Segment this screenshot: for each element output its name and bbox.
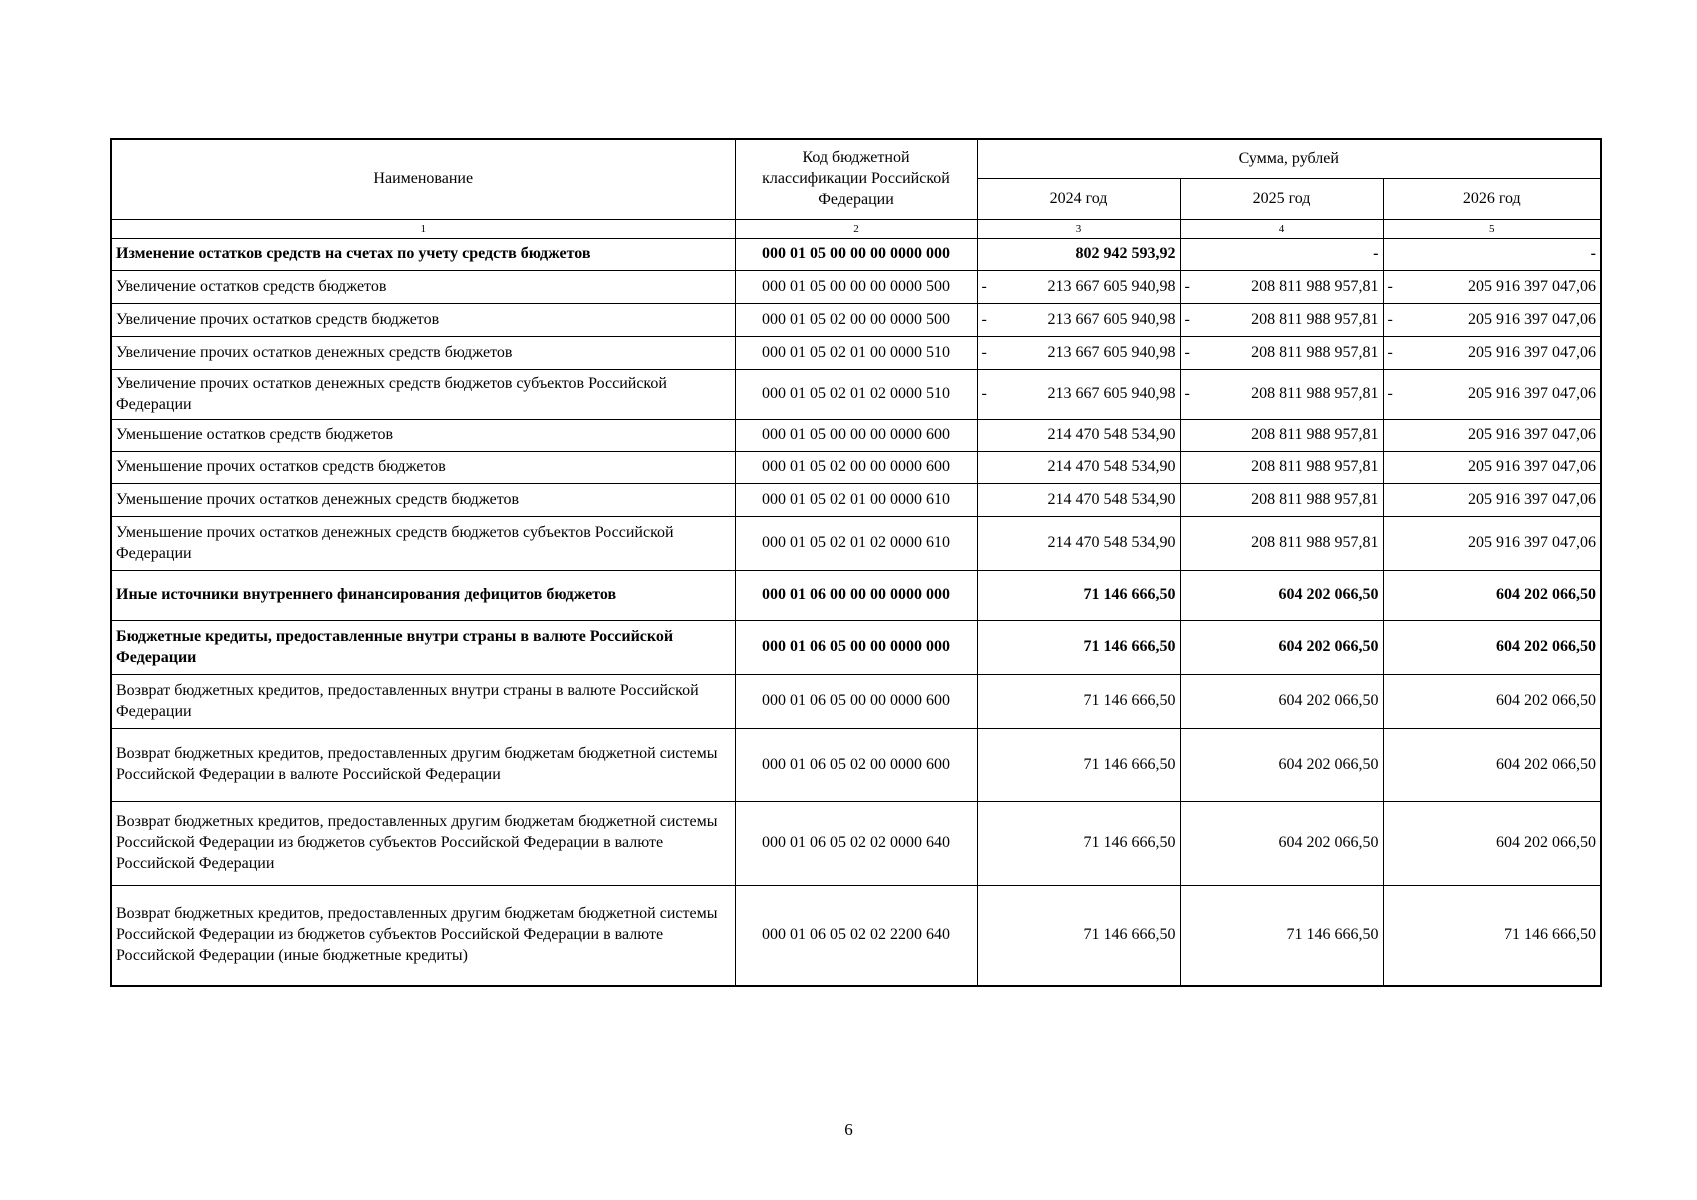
amount-value: 71 146 666,50 [1083, 925, 1176, 943]
row-amount-2025 [1180, 675, 1383, 729]
minus-sign: - [981, 310, 987, 328]
row-amount-2025 [1180, 571, 1383, 621]
amount-value: 205 916 397 047,06 [1468, 277, 1596, 295]
row-amount-2026 [1383, 239, 1601, 271]
row-amount-2024 [977, 517, 1180, 571]
row-name: Увеличение прочих остатков денежных средств бюджетов субъектов Российской Федерации [111, 370, 735, 420]
amount-value: 205 916 397 047,06 [1468, 343, 1596, 361]
row-name: Возврат бюджетных кредитов, предоставленных внутри страны в валюте Российской Федерации [111, 675, 735, 729]
row-amount-2024 [977, 729, 1180, 802]
budget-sources-table [110, 138, 1602, 987]
row-code: 000 01 05 02 01 00 0000 510 [735, 337, 977, 370]
amount-value: 214 470 548 534,90 [1047, 490, 1176, 508]
row-amount-2025 [1180, 802, 1383, 886]
amount-value: 71 146 666,50 [1504, 925, 1596, 943]
row-amount-2024 [977, 370, 1180, 420]
table-row [111, 729, 1601, 802]
row-name: Увеличение прочих остатков денежных средств бюджетов [111, 337, 735, 370]
amount-value: 213 667 605 940,98 [1047, 385, 1176, 403]
row-amount-2025 [1180, 452, 1383, 484]
row-code: 000 01 05 00 00 00 0000 000 [735, 239, 977, 271]
amount-value: 604 202 066,50 [1496, 638, 1596, 656]
row-amount-2026 [1383, 484, 1601, 517]
amount-value: 213 667 605 940,98 [1047, 310, 1176, 328]
row-amount-2024 [977, 271, 1180, 304]
table-row [111, 304, 1601, 337]
row-name: Уменьшение прочих остатков денежных средств бюджетов [111, 484, 735, 517]
table-row [111, 675, 1601, 729]
amount-value: 214 470 548 534,90 [1047, 426, 1176, 444]
header-name: Наименование [111, 139, 735, 220]
amount-value: 208 811 988 957,81 [1251, 310, 1379, 328]
row-amount-2026 [1383, 452, 1601, 484]
row-amount-2025 [1180, 239, 1383, 271]
amount-value: 71 146 666,50 [1083, 638, 1176, 656]
table-row [111, 337, 1601, 370]
minus-sign: - [1387, 343, 1393, 361]
minus-sign: - [1387, 385, 1393, 403]
row-amount-2024 [977, 337, 1180, 370]
row-amount-2024 [977, 675, 1180, 729]
amount-value: 604 202 066,50 [1496, 755, 1596, 773]
table-row [111, 517, 1601, 571]
amount-value: 205 916 397 047,06 [1468, 310, 1596, 328]
row-amount-2026 [1383, 621, 1601, 675]
row-code: 000 01 06 05 02 00 0000 600 [735, 729, 977, 802]
minus-sign: - [1184, 277, 1190, 295]
amount-value: - [1590, 245, 1596, 263]
header-year-2024: 2024 год [977, 179, 1180, 220]
row-name: Возврат бюджетных кредитов, предоставленных другим бюджетам бюджетной системы Российской Федерации из бюджетов субъектов Российской Федерации в валюте Российской Федерации (иные бюджетные кредиты) [111, 886, 735, 986]
row-code: 000 01 06 00 00 00 0000 000 [735, 571, 977, 621]
amount-value: 802 942 593,92 [1075, 245, 1176, 263]
minus-sign: - [1387, 277, 1393, 295]
row-amount-2024 [977, 304, 1180, 337]
row-name: Возврат бюджетных кредитов, предоставленных другим бюджетам бюджетной системы Российской Федерации из бюджетов субъектов Российской Федерации в валюте Российской Федерации [111, 802, 735, 886]
amount-value: 604 202 066,50 [1496, 834, 1596, 852]
amount-value: 71 146 666,50 [1083, 586, 1176, 604]
header-year-2025: 2025 год [1180, 179, 1383, 220]
row-name: Уменьшение прочих остатков средств бюджетов [111, 452, 735, 484]
row-code: 000 01 06 05 02 02 0000 640 [735, 802, 977, 886]
amount-value: 604 202 066,50 [1278, 834, 1379, 852]
row-amount-2026 [1383, 886, 1601, 986]
amount-value: 214 470 548 534,90 [1047, 534, 1176, 552]
amount-value: 205 916 397 047,06 [1468, 385, 1596, 403]
header-sum: Сумма, рублей [977, 139, 1601, 179]
table-row [111, 571, 1601, 621]
amount-value: 205 916 397 047,06 [1468, 490, 1596, 508]
row-amount-2025 [1180, 337, 1383, 370]
row-name: Изменение остатков средств на счетах по учету средств бюджетов [111, 239, 735, 271]
amount-value: - [1373, 245, 1379, 263]
amount-value: 208 811 988 957,81 [1251, 490, 1379, 508]
amount-value: 604 202 066,50 [1278, 586, 1379, 604]
minus-sign: - [1387, 310, 1393, 328]
amount-value: 71 146 666,50 [1083, 834, 1176, 852]
row-amount-2025 [1180, 420, 1383, 452]
row-name: Уменьшение остатков средств бюджетов [111, 420, 735, 452]
amount-value: 205 916 397 047,06 [1468, 426, 1596, 444]
row-code: 000 01 05 02 00 00 0000 500 [735, 304, 977, 337]
row-code: 000 01 05 02 01 02 0000 510 [735, 370, 977, 420]
column-number: 2 [735, 220, 977, 239]
amount-value: 71 146 666,50 [1083, 692, 1176, 710]
row-code: 000 01 05 02 01 00 0000 610 [735, 484, 977, 517]
row-amount-2026 [1383, 271, 1601, 304]
minus-sign: - [981, 385, 987, 403]
amount-value: 205 916 397 047,06 [1468, 458, 1596, 476]
column-number: 1 [111, 220, 735, 239]
table-row [111, 420, 1601, 452]
table-row [111, 370, 1601, 420]
row-code: 000 01 06 05 02 02 2200 640 [735, 886, 977, 986]
row-code: 000 01 05 02 00 00 0000 600 [735, 452, 977, 484]
table-row [111, 484, 1601, 517]
minus-sign: - [981, 277, 987, 295]
row-amount-2025 [1180, 621, 1383, 675]
row-amount-2025 [1180, 729, 1383, 802]
minus-sign: - [1184, 385, 1190, 403]
table-row [111, 271, 1601, 304]
row-amount-2024 [977, 621, 1180, 675]
row-code: 000 01 06 05 00 00 0000 000 [735, 621, 977, 675]
amount-value: 604 202 066,50 [1278, 755, 1379, 773]
amount-value: 71 146 666,50 [1083, 755, 1176, 773]
amount-value: 214 470 548 534,90 [1047, 458, 1176, 476]
table-row [111, 886, 1601, 986]
header-code: Код бюджетной классификации Российской Федерации [735, 139, 977, 220]
row-amount-2026 [1383, 729, 1601, 802]
row-amount-2024 [977, 484, 1180, 517]
amount-value: 604 202 066,50 [1496, 586, 1596, 604]
amount-value: 208 811 988 957,81 [1251, 534, 1379, 552]
amount-value: 205 916 397 047,06 [1468, 534, 1596, 552]
table-row [111, 239, 1601, 271]
row-amount-2026 [1383, 420, 1601, 452]
row-amount-2025 [1180, 271, 1383, 304]
column-number: 3 [977, 220, 1180, 239]
amount-value: 604 202 066,50 [1496, 692, 1596, 710]
header-year-2026: 2026 год [1383, 179, 1601, 220]
row-amount-2024 [977, 886, 1180, 986]
amount-value: 208 811 988 957,81 [1251, 343, 1379, 361]
row-name: Уменьшение прочих остатков денежных средств бюджетов субъектов Российской Федерации [111, 517, 735, 571]
row-amount-2024 [977, 802, 1180, 886]
row-name: Бюджетные кредиты, предоставленные внутри страны в валюте Российской Федерации [111, 621, 735, 675]
minus-sign: - [1184, 343, 1190, 361]
row-amount-2026 [1383, 304, 1601, 337]
row-name: Увеличение прочих остатков средств бюджетов [111, 304, 735, 337]
row-amount-2026 [1383, 675, 1601, 729]
amount-value: 213 667 605 940,98 [1047, 343, 1176, 361]
row-code: 000 01 05 00 00 00 0000 500 [735, 271, 977, 304]
row-code: 000 01 05 00 00 00 0000 600 [735, 420, 977, 452]
minus-sign: - [1184, 310, 1190, 328]
row-code: 000 01 06 05 00 00 0000 600 [735, 675, 977, 729]
row-amount-2024 [977, 452, 1180, 484]
row-amount-2025 [1180, 484, 1383, 517]
amount-value: 208 811 988 957,81 [1251, 385, 1379, 403]
amount-value: 604 202 066,50 [1278, 692, 1379, 710]
table-row [111, 802, 1601, 886]
row-amount-2026 [1383, 370, 1601, 420]
minus-sign: - [981, 343, 987, 361]
column-number: 4 [1180, 220, 1383, 239]
row-name: Увеличение остатков средств бюджетов [111, 271, 735, 304]
row-amount-2024 [977, 571, 1180, 621]
row-amount-2024 [977, 239, 1180, 271]
amount-value: 208 811 988 957,81 [1251, 277, 1379, 295]
row-amount-2024 [977, 420, 1180, 452]
row-amount-2026 [1383, 337, 1601, 370]
row-amount-2025 [1180, 886, 1383, 986]
row-name: Возврат бюджетных кредитов, предоставленных другим бюджетам бюджетной системы Российской Федерации в валюте Российской Федерации [111, 729, 735, 802]
amount-value: 604 202 066,50 [1278, 638, 1379, 656]
table-row [111, 621, 1601, 675]
row-name: Иные источники внутреннего финансирования дефицитов бюджетов [111, 571, 735, 621]
row-amount-2026 [1383, 571, 1601, 621]
column-number: 5 [1383, 220, 1601, 239]
row-amount-2025 [1180, 370, 1383, 420]
row-amount-2025 [1180, 517, 1383, 571]
amount-value: 208 811 988 957,81 [1251, 426, 1379, 444]
row-code: 000 01 05 02 01 02 0000 610 [735, 517, 977, 571]
amount-value: 71 146 666,50 [1286, 925, 1379, 943]
amount-value: 208 811 988 957,81 [1251, 458, 1379, 476]
row-amount-2026 [1383, 517, 1601, 571]
amount-value: 213 667 605 940,98 [1047, 277, 1176, 295]
page-number: 6 [844, 1120, 853, 1139]
row-amount-2025 [1180, 304, 1383, 337]
row-amount-2026 [1383, 802, 1601, 886]
table-row [111, 452, 1601, 484]
